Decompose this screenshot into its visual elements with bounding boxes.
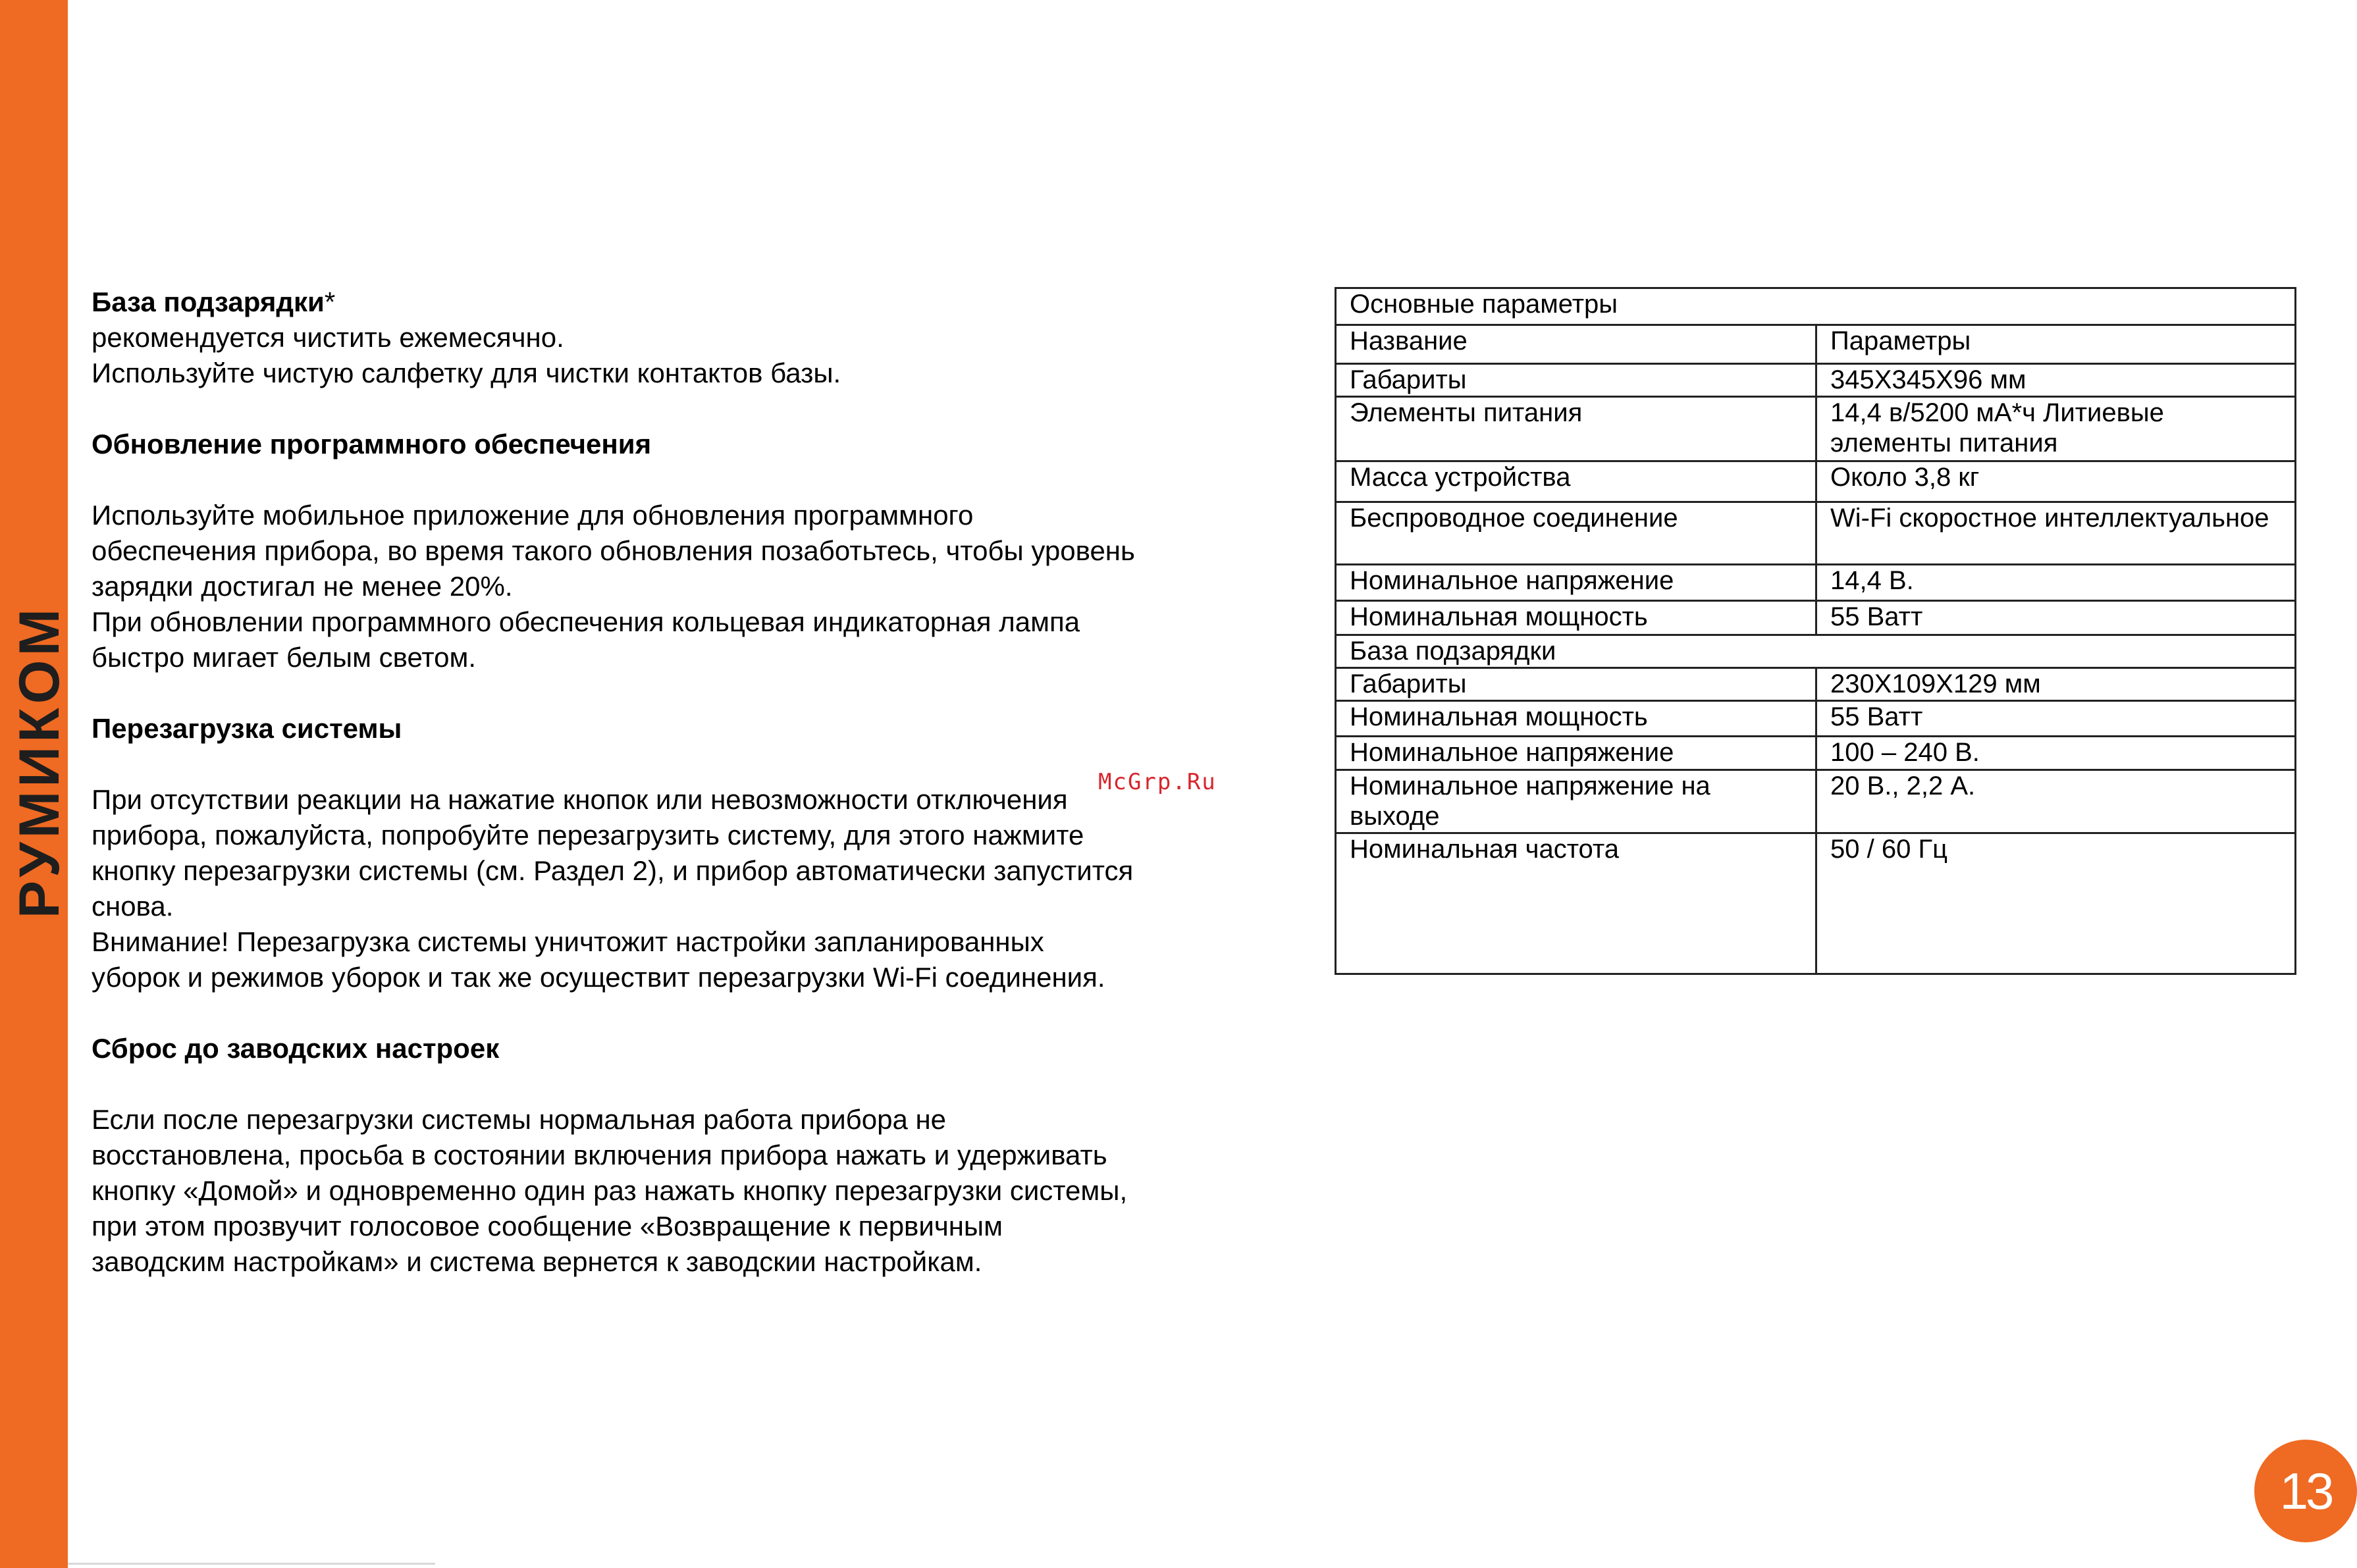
table-row	[1336, 397, 2296, 461]
specs-table	[1335, 287, 2296, 975]
text-line: зарядки достигал не менее 20%.	[92, 571, 513, 602]
table-section-header: Основные параметры	[1336, 288, 2296, 325]
text-line: Используйте чистую салфетку для чистки контактов базы.	[92, 357, 841, 388]
text-line: кнопку «Домой» и одновременно один раз нажать кнопку перезагрузки системы,	[92, 1175, 1128, 1206]
spec-name: Номинальное напряжение	[1336, 565, 1816, 601]
spec-value: 20 В., 2,2 А.	[1816, 770, 2296, 833]
table-row	[1336, 833, 2296, 974]
spec-name: Габариты	[1336, 364, 1816, 397]
section-title-base: База подзарядки*	[92, 286, 336, 317]
table-row	[1336, 502, 2296, 565]
table-section-header: База подзарядки	[1336, 635, 2296, 668]
brand-logo-text: РУМИКОМ	[8, 604, 71, 919]
table-row	[1336, 565, 2296, 601]
spec-value: 14,4 В.	[1816, 565, 2296, 601]
text-line: обеспечения прибора, во время такого обновления позаботьтесь, чтобы уровень	[92, 535, 1135, 566]
spec-name: Номинальная частота	[1336, 833, 1816, 974]
bottom-divider	[68, 1563, 435, 1565]
text-line: уборок и режимов уборок и так же осуществит перезагрузки Wi-Fi соединения.	[92, 962, 1105, 993]
spec-name: Номинальное напряжение на выходе	[1336, 770, 1816, 833]
spec-value: 100 – 240 В.	[1816, 737, 2296, 770]
section-title-reboot: Перезагрузка системы	[92, 713, 402, 744]
table-row	[1336, 635, 2296, 668]
text-line: рекомендуется чистить ежемесячно.	[92, 322, 564, 353]
text-line: Внимание! Перезагрузка системы уничтожит настройки запланированных	[92, 926, 1044, 957]
spec-value: 230X109X129 мм	[1816, 668, 2296, 701]
table-row	[1336, 461, 2296, 502]
section-title-reset: Сброс до заводских настроек	[92, 1033, 500, 1064]
text-line: быстро мигает белым светом.	[92, 642, 477, 673]
spec-name: Номинальная мощность	[1336, 701, 1816, 737]
text-line: кнопку перезагрузки системы (см. Раздел 2), и прибор автоматически запустится	[92, 855, 1134, 886]
table-row	[1336, 288, 2296, 325]
table-row	[1336, 364, 2296, 397]
table-row	[1336, 601, 2296, 635]
text-line: При обновлении программного обеспечения кольцевая индикаторная лампа	[92, 606, 1080, 637]
spec-name: Беспроводное соединение	[1336, 502, 1816, 565]
text-line: прибора, пожалуйста, попробуйте перезагрузить систему, для этого нажмите	[92, 820, 1084, 850]
spec-name: Элементы питания	[1336, 397, 1816, 461]
page-number-badge: 13	[2254, 1440, 2357, 1542]
text-line: снова.	[92, 891, 174, 922]
section-title-update: Обновление программного обеспечения	[92, 429, 652, 459]
spec-value: 50 / 60 Гц	[1816, 833, 2296, 974]
spec-name: Габариты	[1336, 668, 1816, 701]
watermark: McGrp.Ru	[1098, 769, 1217, 795]
text-line: заводским настройкам» и система вернется к заводскии настройкам.	[92, 1246, 982, 1277]
spec-value: 55 Ватт	[1816, 701, 2296, 737]
spec-name: Масса устройства	[1336, 461, 1816, 502]
column-header: Параметры	[1816, 325, 2296, 364]
spec-value: 14,4 в/5200 мА*ч Литиевые элементы питания	[1816, 397, 2296, 461]
text-line: восстановлена, просьба в состоянии включения прибора нажать и удерживать	[92, 1139, 1107, 1170]
spec-name: Номинальное напряжение	[1336, 737, 1816, 770]
table-row	[1336, 770, 2296, 833]
spec-value: 55 Ватт	[1816, 601, 2296, 635]
column-header: Название	[1336, 325, 1816, 364]
table-row	[1336, 737, 2296, 770]
table-row	[1336, 701, 2296, 737]
text-line: При отсутствии реакции на нажатие кнопок или невозможности отключения	[92, 784, 1068, 815]
table-row	[1336, 325, 2296, 364]
spec-value: Wi-Fi скоростное интеллектуальное	[1816, 502, 2296, 565]
table-row	[1336, 668, 2296, 701]
text-line: Если после перезагрузки системы нормальная работа прибора не	[92, 1104, 947, 1135]
instructions-column	[92, 284, 1250, 1280]
spec-value: Около 3,8 кг	[1816, 461, 2296, 502]
text-line: Используйте мобильное приложение для обновления программного	[92, 500, 974, 531]
spec-name: Номинальная мощность	[1336, 601, 1816, 635]
spec-value: 345X345X96 мм	[1816, 364, 2296, 397]
text-line: при этом прозвучит голосовое сообщение «Возвращение к первичным	[92, 1211, 1003, 1241]
